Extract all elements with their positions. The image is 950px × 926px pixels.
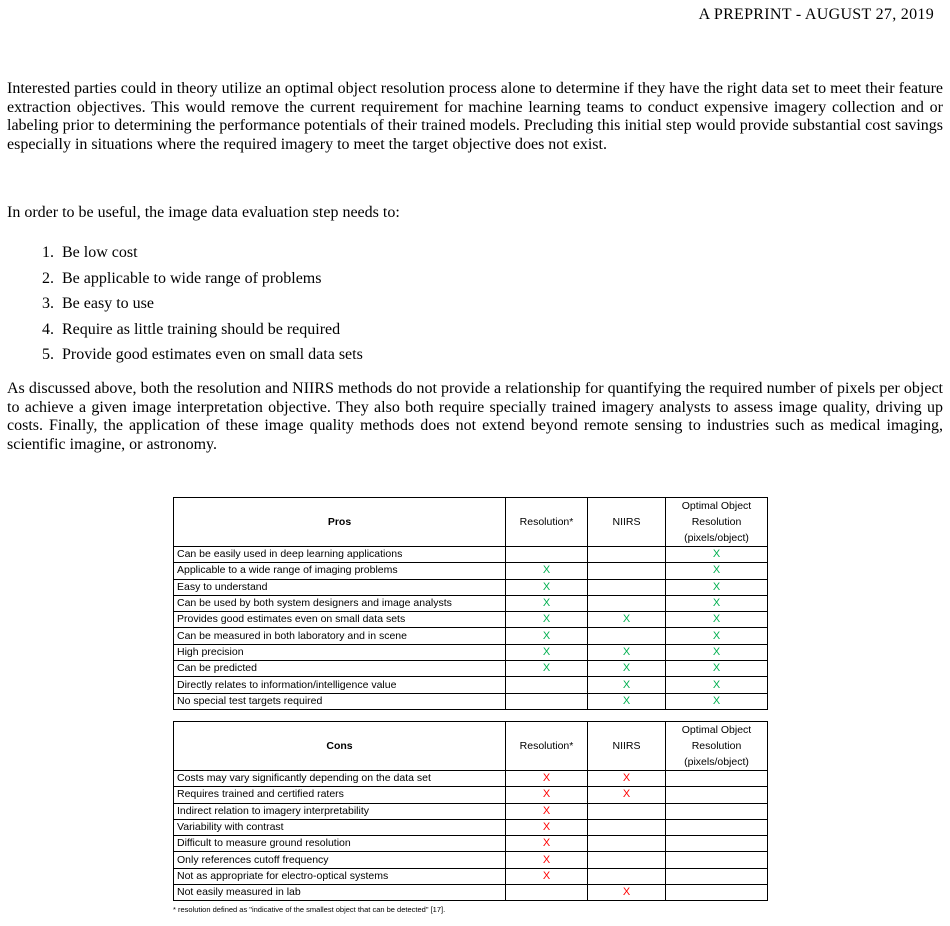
column-header-optimal: Optimal Object Resolution (pixels/object) <box>666 498 768 547</box>
list-item <box>32 342 363 368</box>
cell-resolution: X <box>506 819 588 835</box>
column-header-resolution: Resolution* <box>506 498 588 547</box>
row-label: Provides good estimates even on small data sets <box>174 612 506 628</box>
list-item-text: Be easy to use <box>62 295 154 312</box>
list-item <box>32 266 363 292</box>
table-row <box>174 628 768 644</box>
list-item-text: Be low cost <box>62 244 138 261</box>
list-number: 1. <box>42 244 54 261</box>
cell-resolution: X <box>506 852 588 868</box>
cell-optimal <box>666 836 768 852</box>
list-item <box>32 240 363 266</box>
row-label: High precision <box>174 644 506 660</box>
row-label: Can be predicted <box>174 661 506 677</box>
cell-optimal: X <box>666 547 768 563</box>
row-label: Difficult to measure ground resolution <box>174 836 506 852</box>
table-row <box>174 612 768 628</box>
cell-niirs: X <box>588 677 666 693</box>
cell-optimal: X <box>666 628 768 644</box>
cell-resolution: X <box>506 787 588 803</box>
cell-resolution: X <box>506 644 588 660</box>
cell-optimal <box>666 868 768 884</box>
cell-niirs <box>588 547 666 563</box>
row-label: Indirect relation to imagery interpretability <box>174 803 506 819</box>
cell-niirs: X <box>588 787 666 803</box>
table-row <box>174 852 768 868</box>
row-label: Can be easily used in deep learning applications <box>174 547 506 563</box>
table-row <box>174 579 768 595</box>
table-row <box>174 595 768 611</box>
row-label: Costs may vary significantly depending on the data set <box>174 771 506 787</box>
column-header-niirs: NIIRS <box>588 722 666 771</box>
cons-table <box>173 721 768 901</box>
table-row <box>174 693 768 709</box>
cell-niirs <box>588 595 666 611</box>
cell-niirs <box>588 819 666 835</box>
table-header-row <box>174 498 768 547</box>
cell-niirs: X <box>588 771 666 787</box>
cell-resolution: X <box>506 628 588 644</box>
paragraph-optimal-resolution: Interested parties could in theory utilize an optimal object resolution process alone to determine if they have the right data set to meet their feature extraction objectives. This would remove the current requirement for machine learning teams to conduct expensive imagery collection and or labeling prior to determining the performance potentials of their trained models. Precluding this initial step would provide substantial cost savings especially in situations where the required imagery to meet the target objective does not exist. <box>7 80 943 153</box>
cell-niirs <box>588 852 666 868</box>
row-label: Easy to understand <box>174 579 506 595</box>
cell-optimal <box>666 852 768 868</box>
cell-optimal: X <box>666 693 768 709</box>
cell-niirs: X <box>588 885 666 901</box>
row-label: Not easily measured in lab <box>174 885 506 901</box>
cell-resolution: X <box>506 595 588 611</box>
cell-resolution: X <box>506 661 588 677</box>
cell-optimal <box>666 787 768 803</box>
cell-optimal: X <box>666 563 768 579</box>
cell-resolution: X <box>506 803 588 819</box>
table-row <box>174 771 768 787</box>
table-row <box>174 868 768 884</box>
list-item-text: Provide good estimates even on small data sets <box>62 346 363 363</box>
list-number: 5. <box>42 346 54 363</box>
list-item <box>32 291 363 317</box>
cell-resolution <box>506 677 588 693</box>
cell-resolution <box>506 547 588 563</box>
table-row <box>174 563 768 579</box>
running-head: A PREPRINT - AUGUST 27, 2019 <box>698 6 934 23</box>
cell-optimal: X <box>666 644 768 660</box>
cell-optimal <box>666 885 768 901</box>
row-label: Not as appropriate for electro-optical systems <box>174 868 506 884</box>
table-row <box>174 885 768 901</box>
paragraph-requirements-intro: In order to be useful, the image data evaluation step needs to: <box>7 204 400 221</box>
list-number: 3. <box>42 295 54 312</box>
column-header-resolution: Resolution* <box>506 722 588 771</box>
cell-optimal: X <box>666 677 768 693</box>
row-label: No special test targets required <box>174 693 506 709</box>
pros-table <box>173 497 768 710</box>
row-label: Requires trained and certified raters <box>174 787 506 803</box>
cell-niirs: X <box>588 693 666 709</box>
pros-header: Pros <box>174 498 506 547</box>
table-row <box>174 787 768 803</box>
cell-optimal: X <box>666 595 768 611</box>
cell-resolution <box>506 885 588 901</box>
requirements-list <box>32 240 363 368</box>
table-row <box>174 661 768 677</box>
row-label: Can be measured in both laboratory and in scene <box>174 628 506 644</box>
cell-niirs <box>588 868 666 884</box>
cell-niirs <box>588 836 666 852</box>
list-item-text: Require as little training should be required <box>62 320 341 338</box>
row-label: Can be used by both system designers and image analysts <box>174 595 506 611</box>
cell-niirs <box>588 563 666 579</box>
cell-resolution <box>506 693 588 709</box>
table-row <box>174 819 768 835</box>
cell-optimal <box>666 771 768 787</box>
row-label: Variability with contrast <box>174 819 506 835</box>
table-row <box>174 644 768 660</box>
cell-niirs <box>588 579 666 595</box>
list-number: 2. <box>42 269 54 287</box>
table-row <box>174 836 768 852</box>
row-label: Only references cutoff frequency <box>174 852 506 868</box>
cell-optimal: X <box>666 661 768 677</box>
list-item-text: Be applicable to wide range of problems <box>62 269 322 287</box>
cell-resolution: X <box>506 836 588 852</box>
list-item <box>32 317 363 343</box>
column-header-optimal: Optimal Object Resolution (pixels/object) <box>666 722 768 771</box>
row-label: Directly relates to information/intelligence value <box>174 677 506 693</box>
paragraph-discussion: As discussed above, both the resolution and NIIRS methods do not provide a relationship for quantifying the required number of pixels per object to achieve a given image interpretation objective. They also both require specially trained imagery analysts to assess image quality, driving up costs. Finally, the application of these image quality methods does not extend beyond remote sensing to industries such as medical imaging, scientific imagine, or astronomy. <box>7 380 943 453</box>
cell-resolution: X <box>506 868 588 884</box>
cell-optimal <box>666 819 768 835</box>
column-header-niirs: NIIRS <box>588 498 666 547</box>
cell-resolution: X <box>506 579 588 595</box>
cell-optimal: X <box>666 579 768 595</box>
cell-niirs: X <box>588 612 666 628</box>
table-header-row <box>174 722 768 771</box>
cell-optimal <box>666 803 768 819</box>
table-row <box>174 677 768 693</box>
cell-niirs <box>588 628 666 644</box>
cell-niirs: X <box>588 661 666 677</box>
cell-resolution: X <box>506 612 588 628</box>
cell-resolution: X <box>506 771 588 787</box>
cell-niirs <box>588 803 666 819</box>
cell-optimal: X <box>666 612 768 628</box>
row-label: Applicable to a wide range of imaging problems <box>174 563 506 579</box>
table-row <box>174 803 768 819</box>
cell-niirs: X <box>588 644 666 660</box>
cons-header: Cons <box>174 722 506 771</box>
cell-resolution: X <box>506 563 588 579</box>
list-number: 4. <box>42 320 54 338</box>
table-row <box>174 547 768 563</box>
table-footnote: * resolution defined as "indicative of the smallest object that can be detected" [17]. <box>173 905 446 914</box>
